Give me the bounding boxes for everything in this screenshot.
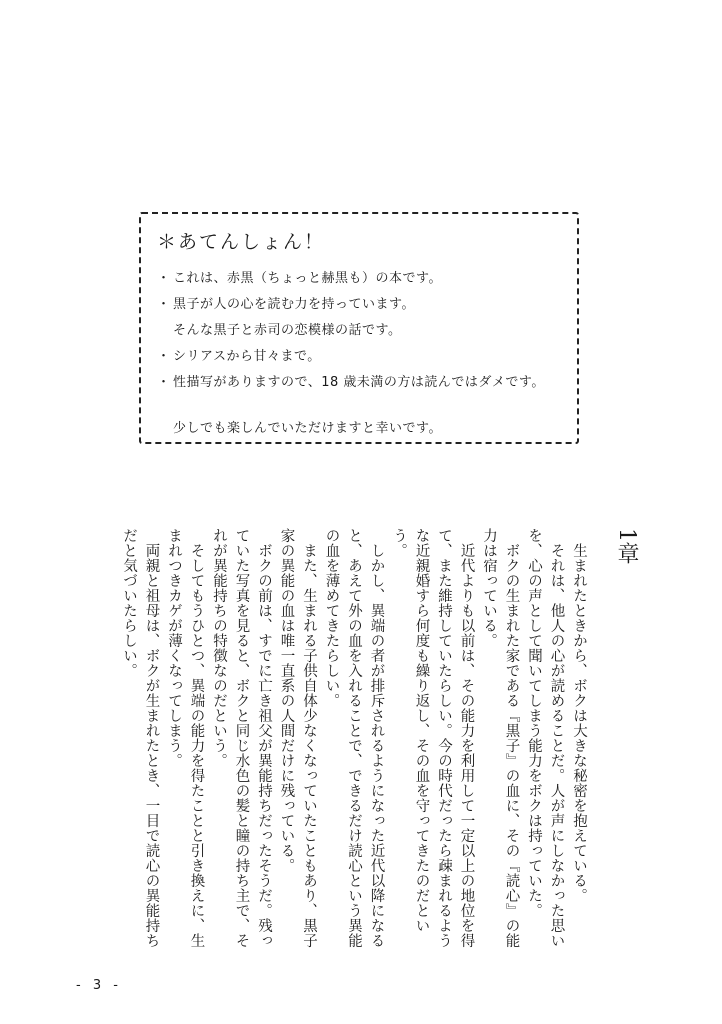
notice-title: ＊あてんしょん！ bbox=[157, 231, 326, 253]
notice-item-text: 性描写がありますので、18 歳未満の方は読んではダメです。 bbox=[173, 375, 545, 390]
chapter-body bbox=[58, 528, 640, 958]
paragraph: 両親と祖母は、ボクが生まれたとき、一目で読心の異能持ちだと気づいたらしい。 bbox=[121, 528, 160, 948]
paragraph: 生まれたときから、ボクは大きな秘密を抱えている。 bbox=[571, 542, 587, 903]
notice-list bbox=[157, 266, 563, 396]
paragraph: ボクの前は、すでに亡き祖父が異能持ちだったそうだ。残っていた写真を見ると、ボクと同じ水色の髪と瞳の持ち主で、それが異能持ちの特徴なのだという。 bbox=[211, 528, 272, 948]
notice-item-continuation bbox=[157, 318, 563, 344]
page-number: - 3 - bbox=[76, 978, 122, 993]
paragraph: それは、他人の心が読めることだ。人が声にしなかった思いを、心の声として聞いてしまう能力をボクは持っていた。 bbox=[526, 528, 565, 948]
notice-item-text: そんな黒子と赤司の恋模様の話です。 bbox=[173, 323, 402, 338]
paragraph: ボクの生まれた家である『黒子』の血に、その『読心』の能力は宿っている。 bbox=[481, 528, 520, 948]
paragraph: 近代よりも以前は、その能力を利用して一定以上の地位を得て、また維持していたらしい。今の時代だったら疎まれるような近親婚すら何度も繰り返し、その血を守ってきたのだという。 bbox=[391, 528, 475, 948]
notice-item bbox=[157, 292, 563, 318]
notice-item bbox=[157, 266, 563, 292]
notice-box bbox=[139, 212, 579, 444]
paragraph: しかし、異端の者が排斥されるようになった近代以降になると、あえて外の血を入れることで、できるだけ読心という異能の血を薄めてきたらしい。 bbox=[323, 528, 385, 948]
bullet: ・ bbox=[157, 349, 171, 364]
bullet: ・ bbox=[157, 375, 171, 390]
notice-item-text: 黒子が人の心を読む力を持っています。 bbox=[173, 297, 415, 312]
bullet: ・ bbox=[157, 297, 171, 312]
notice-item-text: これは、赤黒（ちょっと赫黒も）の本です。 bbox=[173, 271, 442, 286]
notice-item bbox=[157, 370, 563, 396]
notice-closing: 少しでも楽しんでいただけますと幸いです。 bbox=[173, 421, 442, 436]
paragraph: また、生まれる子供自体少なくなっていたこともあり、黒子家の異能の血は唯一直系の人間だけに残っている。 bbox=[278, 528, 317, 948]
notice-item-text: シリアスから甘々まで。 bbox=[173, 349, 321, 364]
chapter-heading: 1章 bbox=[614, 528, 639, 564]
notice-item bbox=[157, 344, 563, 370]
bullet: ・ bbox=[157, 271, 171, 286]
paragraph: そしてもうひとつ、異端の能力を得たことと引き換えに、生まれつきカゲが薄くなってしまう。 bbox=[166, 528, 205, 948]
